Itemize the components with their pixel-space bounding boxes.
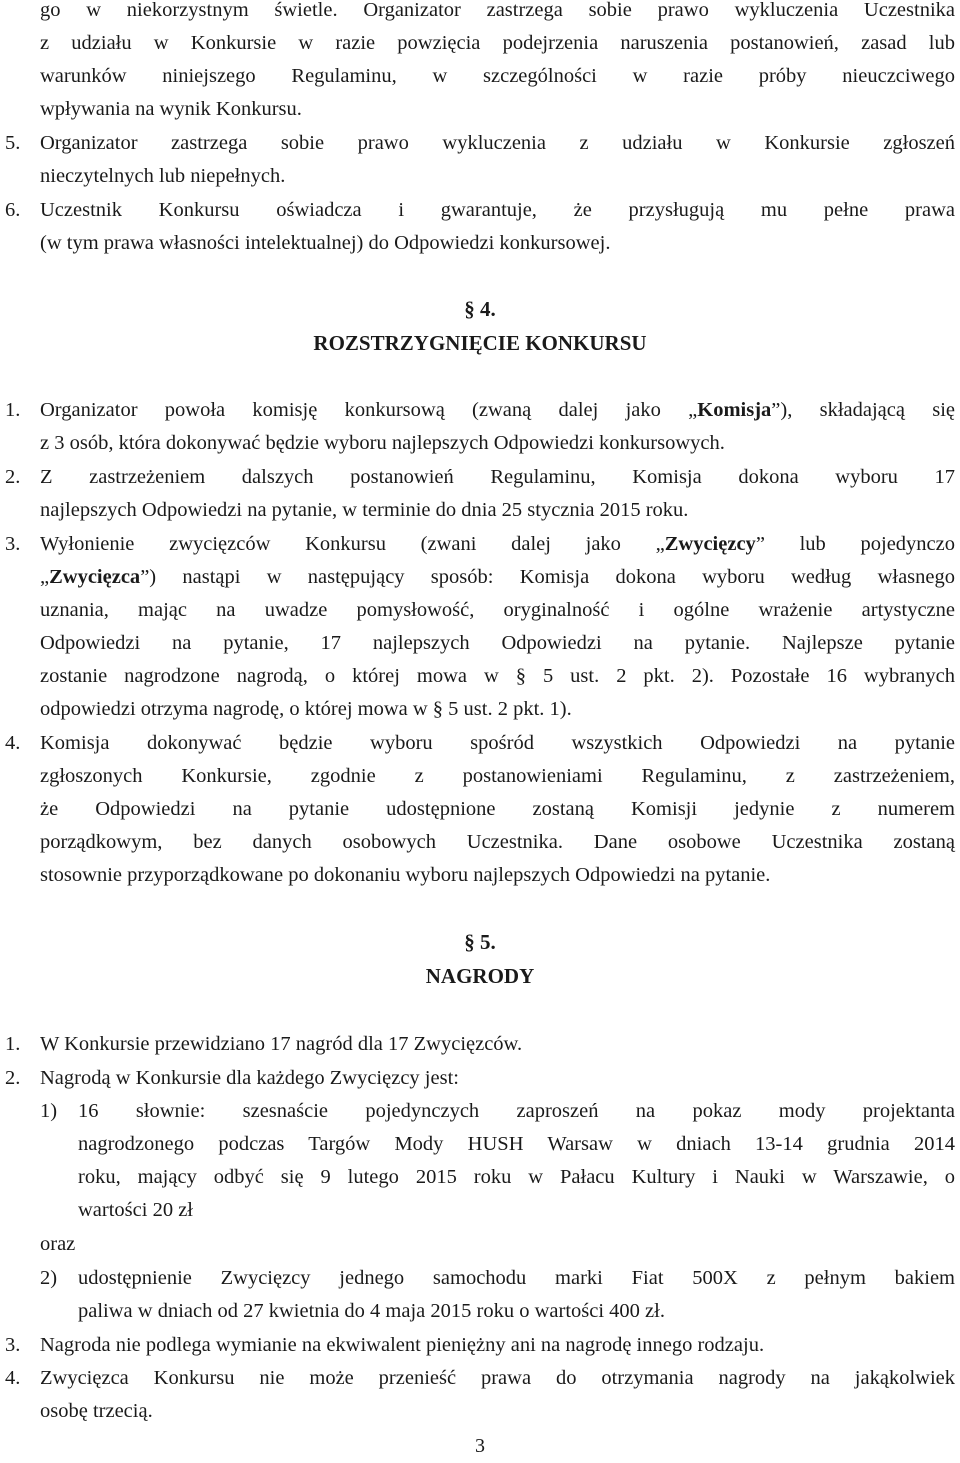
text-line: Zwycięzca Konkursu nie może przenieść prawa do otrzymania nagrody na jakąkolwiek <box>40 1367 955 1389</box>
list-number: 1. <box>5 1033 21 1055</box>
section-number: § 5. <box>464 930 496 954</box>
defined-term: Zwycięzcy <box>664 533 756 555</box>
list-number: 5. <box>5 132 21 154</box>
list-number: 4. <box>5 1367 21 1389</box>
text-line: Uczestnik Konkursu oświadcza i gwarantuje, że przysługują mu pełne prawa <box>40 199 955 221</box>
defined-term: Komisja <box>697 399 772 421</box>
page-number: 3 <box>475 1435 485 1457</box>
text-line: Z zastrzeżeniem dalszych postanowień Regulaminu, Komisja dokona wyboru 17 <box>40 466 955 488</box>
text-line: oraz <box>40 1233 76 1255</box>
text-line: nagrodzonego podczas Targów Mody HUSH Warsaw w dniach 13-14 grudnia 2014 <box>78 1133 955 1155</box>
text-line: Organizator powoła komisję konkursową (zwaną dalej jako „Komisja”), składającą się <box>40 399 956 421</box>
text-line: 16 słownie: szesnaście pojedynczych zaproszeń na pokaz mody projektanta <box>78 1100 955 1122</box>
text-line: W Konkursie przewidziano 17 nagród dla 17 Zwycięzców. <box>40 1033 523 1055</box>
text-line: Organizator zastrzega sobie prawo wykluczenia z udziału w Konkursie zgłoszeń <box>40 132 955 154</box>
text-line: stosownie przyporządkowane po dokonaniu wyboru najlepszych Odpowiedzi na pytanie. <box>40 864 771 886</box>
section-title: NAGRODY <box>425 964 535 988</box>
list-number: 3. <box>5 533 21 555</box>
text-line: wartości 20 zł <box>78 1199 193 1221</box>
text-line: warunków niniejszego Regulaminu, w szczególności w razie próby nieuczciwego <box>40 65 955 87</box>
text-line: wpływania na wynik Konkursu. <box>40 98 302 120</box>
text-line: paliwa w dniach od 27 kwietnia do 4 maja 2015 roku o wartości 400 zł. <box>78 1300 665 1322</box>
defined-term: Zwycięzca <box>49 566 141 588</box>
sublist-number: 1) <box>40 1100 58 1122</box>
list-number: 2. <box>5 1067 21 1089</box>
text-line: z udziału w Konkursie w razie powzięcia podejrzenia naruszenia postanowień, zasad lub <box>40 32 955 54</box>
text-line: zgłoszonych Konkursie, zgodnie z postanowieniami Regulaminu, z zastrzeżeniem, <box>40 765 955 787</box>
text-line: Nagrodą w Konkursie dla każdego Zwycięzcy jest: <box>40 1067 459 1089</box>
list-number: 6. <box>5 199 21 221</box>
text-line: najlepszych Odpowiedzi na pytanie, w terminie do dnia 25 stycznia 2015 roku. <box>40 499 689 521</box>
text-line: uznania, mając na uwadze pomysłowość, oryginalność i ogólne wrażenie artystyczne <box>40 599 955 621</box>
list-number: 4. <box>5 732 21 754</box>
text-line: porządkowym, bez danych osobowych Uczestnika. Dane osobowe Uczestnika zostaną <box>40 831 955 853</box>
text-line: zostanie nagrodzone nagrodą, o której mowa w § 5 ust. 2 pkt. 2). Pozostałe 16 wybranych <box>40 665 955 687</box>
text-line: go w niekorzystnym świetle. Organizator zastrzega sobie prawo wykluczenia Uczestnika <box>40 0 955 21</box>
text-line: z 3 osób, która dokonywać będzie wyboru najlepszych Odpowiedzi konkursowych. <box>40 432 725 454</box>
list-number: 1. <box>5 399 21 421</box>
section-title: ROZSTRZYGNIĘCIE KONKURSU <box>313 331 647 355</box>
text-line: odpowiedzi otrzyma nagrodę, o której mowa w § 5 ust. 2 pkt. 1). <box>40 698 572 720</box>
text-line: (w tym prawa własności intelektualnej) do Odpowiedzi konkursowej. <box>40 232 611 254</box>
text-line: Nagroda nie podlega wymianie na ekwiwalent pieniężny ani na nagrodę innego rodzaju. <box>40 1334 765 1356</box>
text-line: „Zwycięzca”) nastąpi w następujący sposób: Komisja dokona wyboru według własnego <box>40 566 955 588</box>
text-line: Wyłonienie zwycięzców Konkursu (zwani dalej jako „Zwycięzcy” lub pojedynczo <box>40 533 955 555</box>
sublist-number: 2) <box>40 1267 58 1289</box>
section-number: § 4. <box>464 297 496 321</box>
text-line: Odpowiedzi na pytanie, 17 najlepszych Odpowiedzi na pytanie. Najlepsze pytanie <box>40 632 955 654</box>
text-line: że Odpowiedzi na pytanie udostępnione zostaną Komisji jedynie z numerem <box>40 798 955 820</box>
text-line: roku, mający odbyć się 9 lutego 2015 roku w Pałacu Kultury i Nauki w Warszawie, o <box>78 1166 955 1188</box>
text-line: osobę trzecią. <box>40 1400 153 1422</box>
text-line: udostępnienie Zwycięzcy jednego samochodu marki Fiat 500X z pełnym bakiem <box>78 1267 955 1289</box>
text-line: Komisja dokonywać będzie wyboru spośród wszystkich Odpowiedzi na pytanie <box>40 732 955 754</box>
text-line: nieczytelnych lub niepełnych. <box>40 165 286 187</box>
list-number: 2. <box>5 466 21 488</box>
list-number: 3. <box>5 1334 21 1356</box>
